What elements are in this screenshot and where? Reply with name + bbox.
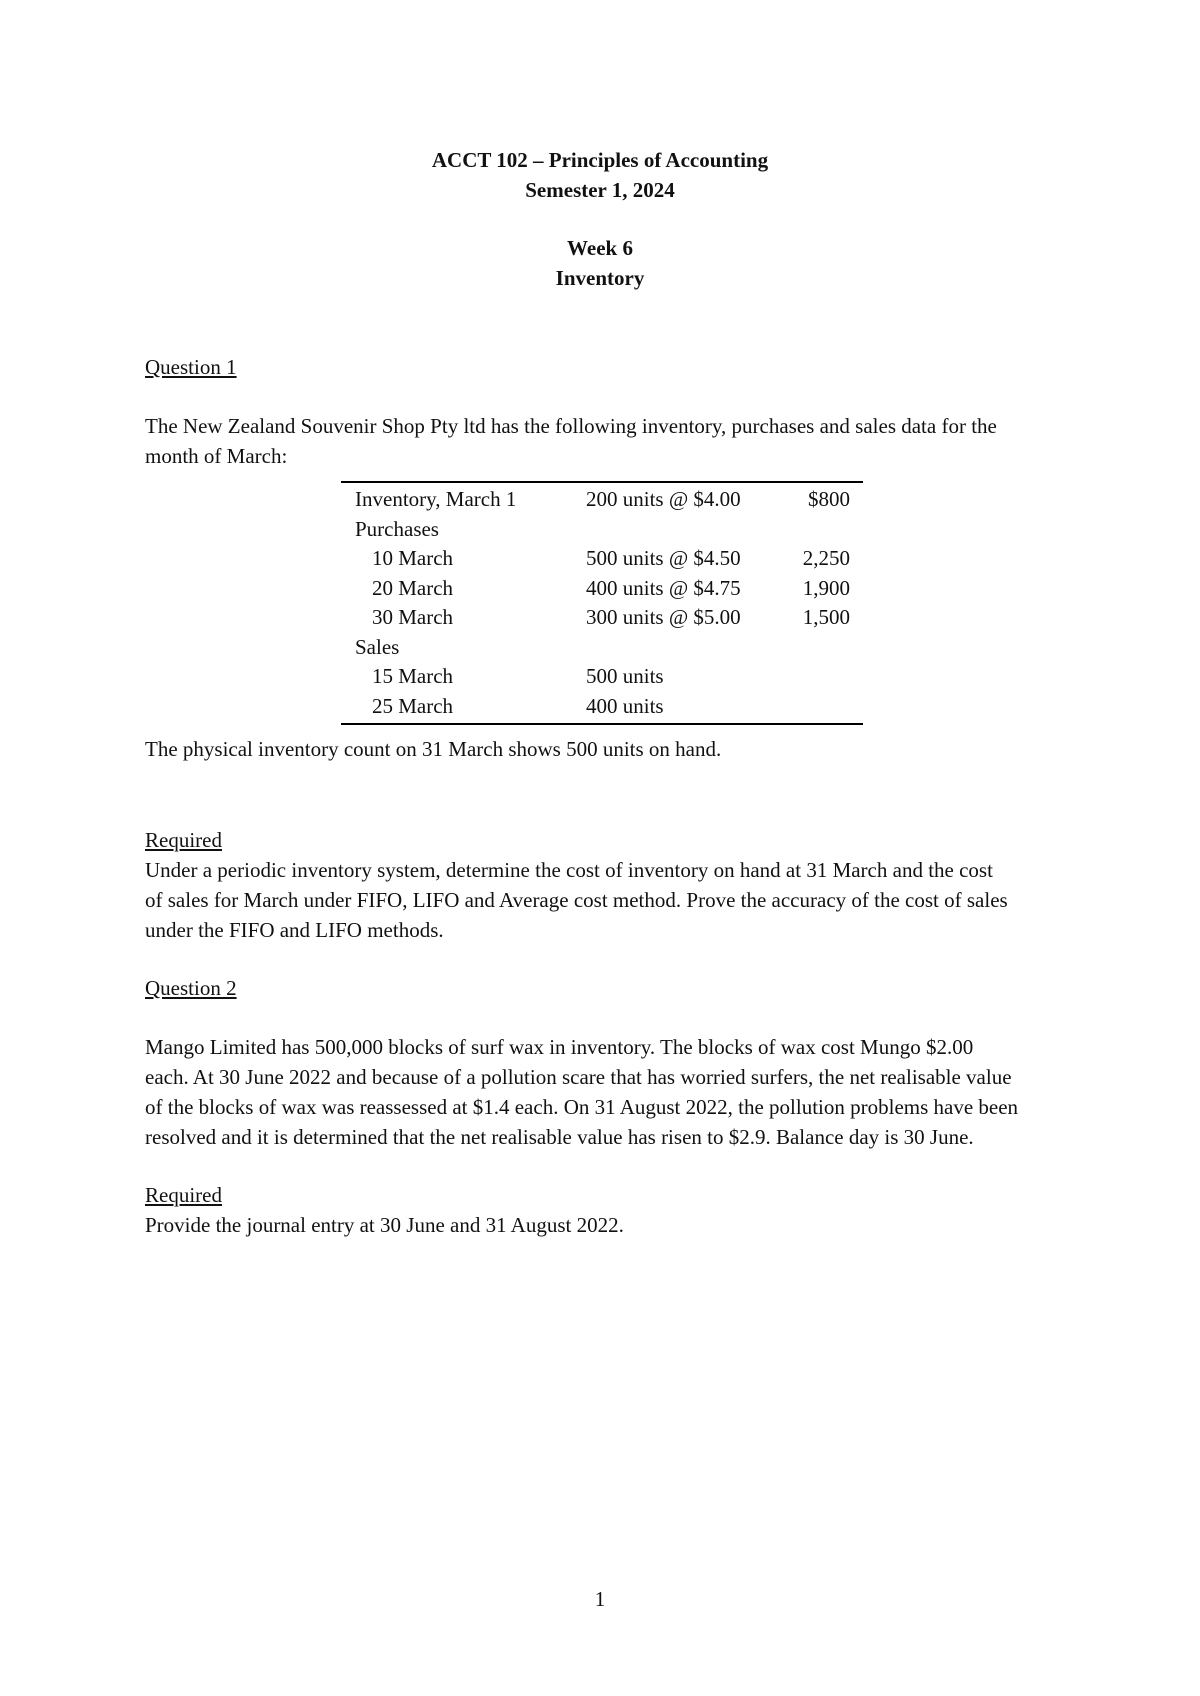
table-row [341, 485, 863, 515]
week-label: Week 6 [567, 236, 633, 260]
section-header [0, 233, 1200, 293]
row-quantity: 500 units [586, 664, 664, 688]
row-amount: $800 [808, 487, 850, 511]
question-1-intro [145, 411, 1065, 471]
row-quantity: 400 units [586, 693, 664, 718]
question-1-required-line-3: under the FIFO and LIFO methods. [145, 918, 444, 942]
semester-label: Semester 1, 2024 [525, 178, 675, 202]
row-label: Inventory, March 1 [355, 487, 517, 511]
row-label: 20 March [372, 575, 454, 600]
topic-title: Inventory [555, 266, 645, 290]
row-label: 25 March [372, 693, 454, 718]
inventory-count-note [145, 734, 1065, 764]
question-2-body [145, 1032, 1065, 1152]
question-1-required [145, 825, 1065, 945]
row-label: 15 March [372, 664, 454, 688]
table-row [341, 574, 863, 604]
course-title: ACCT 102 – Principles of Accounting [431, 148, 769, 172]
table-row [341, 633, 863, 663]
question-2-line-3: of the blocks of wax was reassessed at $1.4 each. On 31 August 2022, the pollution problems have been [145, 1095, 1019, 1119]
inventory-count-text: The physical inventory count on 31 March shows 500 units on hand. [145, 737, 722, 761]
table-row [341, 662, 863, 692]
row-amount: 1,500 [802, 605, 850, 629]
document-header [0, 145, 1200, 205]
row-amount: 2,250 [802, 546, 850, 570]
table-row [341, 603, 863, 633]
row-quantity: 400 units @ $4.75 [586, 575, 741, 600]
row-quantity: 200 units @ $4.00 [586, 487, 741, 511]
row-label: Sales [355, 634, 400, 659]
table-row [341, 515, 863, 545]
row-amount: 1,900 [802, 575, 850, 600]
question-2-line-2: each. At 30 June 2022 and because of a pollution scare that has worried surfers, the net realisable value [145, 1065, 1012, 1089]
question-1-required-line-2: of sales for March under FIFO, LIFO and Average cost method. Prove the accuracy of the cost of sales [145, 888, 1008, 912]
row-label: 10 March [372, 546, 454, 570]
question-2-heading [145, 973, 1065, 1003]
question-2-required [145, 1180, 1065, 1240]
table-row [341, 692, 863, 722]
row-quantity: 300 units @ $5.00 [586, 605, 741, 629]
question-1-required-title: Required [145, 828, 222, 852]
question-2-line-1: Mango Limited has 500,000 blocks of surf wax in inventory. The blocks of wax cost Mungo $2.00 [145, 1035, 974, 1059]
question-1-title: Question 1 [145, 355, 237, 379]
question-1-required-line-1: Under a periodic inventory system, determine the cost of inventory on hand at 31 March and the cost [145, 858, 993, 882]
question-2-required-text: Provide the journal entry at 30 June and 31 August 2022. [145, 1213, 624, 1237]
row-quantity: 500 units @ $4.50 [586, 546, 741, 570]
question-1-intro-line-2: month of March: [145, 444, 288, 468]
question-1-intro-line-1: The New Zealand Souvenir Shop Pty ltd has the following inventory, purchases and sales data for the [145, 414, 997, 438]
question-2-title: Question 2 [145, 976, 237, 1000]
row-label: Purchases [355, 516, 439, 541]
inventory-table [341, 481, 863, 725]
question-2-line-4: resolved and it is determined that the net realisable value has risen to $2.9. Balance day is 30 June. [145, 1125, 974, 1149]
row-label: 30 March [372, 605, 454, 629]
table-row [341, 544, 863, 574]
page-number: 1 [594, 1587, 606, 1611]
question-1-heading [145, 352, 1065, 382]
question-2-required-title: Required [145, 1183, 222, 1207]
